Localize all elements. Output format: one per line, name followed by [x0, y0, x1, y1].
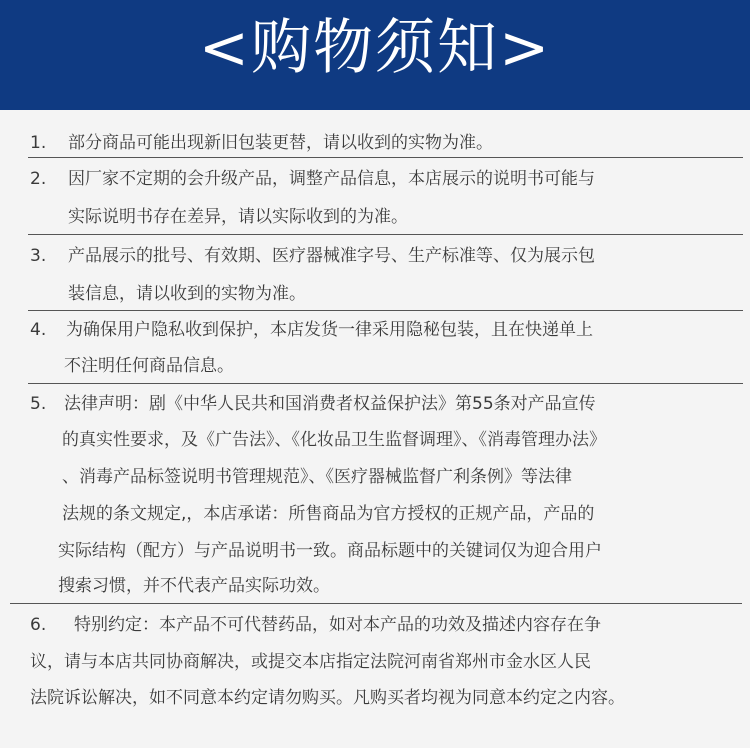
item-text-line: 的真实性要求，及《广告法》、《化妆品卫生监督调理》、《消毒管理办法》: [62, 430, 606, 450]
item-text-line: 不注明任何商品信息。: [64, 356, 234, 376]
item-text-line: 、消毒产品标签说明书管理规范》、《医疗器械监督广利条例》等法律: [62, 467, 572, 487]
divider: [28, 310, 743, 311]
item-text-line: 产品展示的批号、有效期、医疗器械准字号、生产标准等、仅为展示包: [68, 246, 595, 266]
item-text-line: 部分商品可能出现新旧包装更替，请以收到的实物为准。: [68, 133, 493, 153]
page-title: <购物须知>: [198, 13, 552, 83]
item-text-line: 法规的条文规定,，本店承诺：所售商品为官方授权的正规产品，产品的: [62, 504, 595, 524]
item-number: 2.: [30, 169, 47, 189]
divider: [28, 234, 743, 235]
item-number: 5.: [30, 394, 47, 414]
notice-list: [0, 110, 750, 748]
item-number: 1.: [30, 133, 47, 153]
item-text-line: 议，请与本店共同协商解决，或提交本店指定法院河南省郑州市金水区人民: [30, 652, 591, 672]
item-number: 3.: [30, 246, 47, 266]
item-text-line: 特别约定：本产品不可代替药品，如对本产品的功效及描述内容存在争: [74, 615, 601, 635]
item-text-line: 实际结构（配方）与产品说明书一致。商品标题中的关键词仅为迎合用户: [58, 541, 602, 561]
divider: [10, 603, 742, 604]
item-number: 4.: [30, 320, 47, 340]
item-number: 6.: [30, 615, 47, 635]
item-text-line: 装信息，请以收到的实物为准。: [68, 284, 306, 304]
divider: [28, 383, 743, 384]
item-text-line: 为确保用户隐私收到保护，本店发货一律采用隐秘包装，且在快递单上: [66, 320, 593, 340]
item-text-line: 因厂家不定期的会升级产品，调整产品信息，本店展示的说明书可能与: [68, 169, 595, 189]
item-text-line: 实际说明书存在差异，请以实际收到的为准。: [68, 207, 408, 227]
header-banner: [0, 0, 750, 110]
item-text-line: 搜索习惯，并不代表产品实际功效。: [58, 576, 330, 596]
item-text-line: 法律声明：剧《中华人民共和国消费者权益保护法》第55条对产品宣传: [64, 394, 596, 414]
divider: [28, 157, 743, 158]
item-text-line: 法院诉讼解决，如不同意本约定请勿购买。凡购买者均视为同意本约定之内容。: [30, 688, 625, 708]
